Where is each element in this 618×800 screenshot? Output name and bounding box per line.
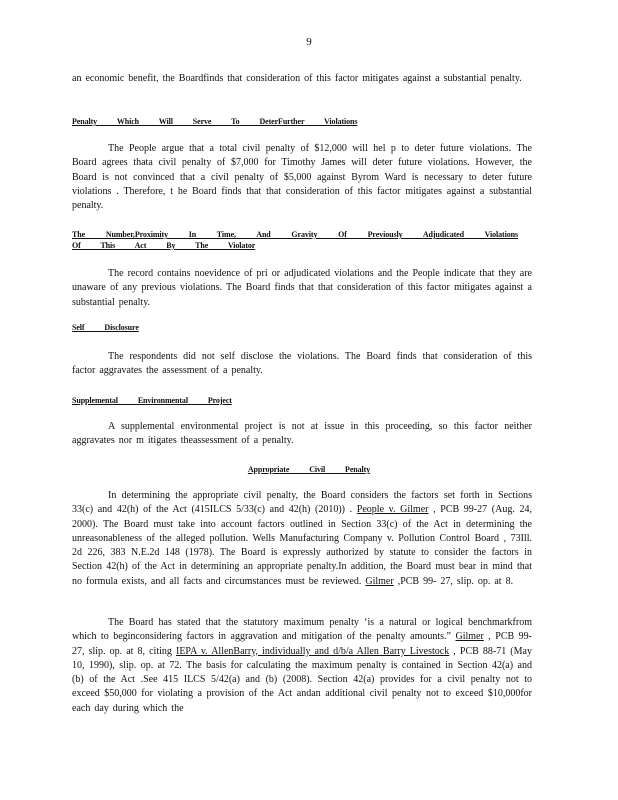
paragraph-statutory-text-b: , PCB 99-27, slip. op. at 8, citing (72, 631, 532, 657)
heading-supplemental: Supplemental Environmental Project (72, 396, 232, 405)
paragraph-statutory-text-a: The Board has stated that the statutory maximum penalty ‘is a natural or logical benchmarkfrom which to beginconsidering factors in aggravation and mitigation of the penalty amounts.” (72, 617, 532, 643)
paragraph-prior: The record contains noevidence of pri or adjudicated violations and the People indicate that they are unaware of any previous violations. The Board finds that that consideration of this factor mitigates against a substantial penalty. (72, 268, 532, 308)
paragraph-appropriate-text-c: ,PCB 99- 27, slip. op. at 8. (393, 575, 514, 587)
page-number: 9 (306, 36, 312, 48)
heading-penalty-deter: Penalty Which Will Serve To DeterFurther Violations (72, 117, 358, 126)
intro-paragraph: an economic benefit, the Boardfinds that consideration of this factor mitigates against a substantial penalty. (72, 73, 522, 84)
heading-appropriate-penalty: Appropriate Civil Penalty (247, 465, 371, 474)
paragraph-appropriate (72, 489, 532, 589)
paragraph-statutory (72, 616, 532, 716)
citation-gilmer-2: Gilmer (455, 631, 484, 643)
citation-gilmer: Gilmer (365, 575, 394, 587)
citation-iepa-v-allenbarry: IEPA v. AllenBarry, individually and d/b/a Allen Barry Livestock (175, 645, 450, 657)
paragraph-supplemental: A supplemental environmental project is not at issue in this proceeding, so this factor neither aggravates nor m itigates theassessment of a penalty. (72, 421, 532, 447)
heading-prior-violations: The Number,Proximity In Time, And Gravity Of Previously Adjudicated Violations Of This Act By The Violator (72, 230, 518, 250)
paragraph-statutory-text-c: , PCB 88-71 (May 10, 1990), slip. op. at 72. The basis for calculating the maximum penalty is contained in Section 42(a) and (b) of the Act .See 415 ILCS 5/42(a) and (b) (2008). Section 42(a) provides for a civil penalty not to exceed $50,000 for violating a provision of the Act andan additional civil penalty not to exceed $10,000for each day during which the (72, 645, 532, 714)
citation-people-v-gilmer: People v. Gilmer (356, 504, 429, 516)
paragraph-self-disclosure: The respondents did not self disclose the violations. The Board finds that consideration of this factor aggravates the assessment of a penalty. (72, 351, 532, 377)
paragraph-appropriate-text-b: , PCB 99-27 (Aug. 24, 2000). The Board must take into account factors outlined in Section 33(c) of the Act in determining the unreasonableness of the alleged pollution. Wells Manufacturing Company v. Pollution Control Board , 73Ill. 2d 226, 383 N.E.2d 148 (1978). The Board is expressly authorized by statute to consider the factors in Section 42(h) of the Act in determining an appropriate penalty.In addition, the Board must bear in mind that no formula exists, and all facts and circumstances must be reviewed. (72, 504, 532, 587)
paragraph-appropriate-text-a: In determining the appropriate civil penalty, the Board considers the factors set forth in Sections 33(c) and 42(h) of the Act (415ILCS 5/33(c) and 42(h) (2010)) . (72, 490, 532, 516)
paragraph-deter: The People argue that a total civil penalty of $12,000 will hel p to deter future violations. The Board agrees thata civil penalty of $7,000 for Timothy James will deter future violations. However, the Board is not convinced that a civil penalty of $5,000 against Byrom Ward is necessary to deter future violations . Therefore, t he Board finds that that consideration of this factor mitigates against a substantial penalty. (72, 143, 532, 212)
heading-self-disclosure: Self Disclosure (72, 323, 139, 332)
